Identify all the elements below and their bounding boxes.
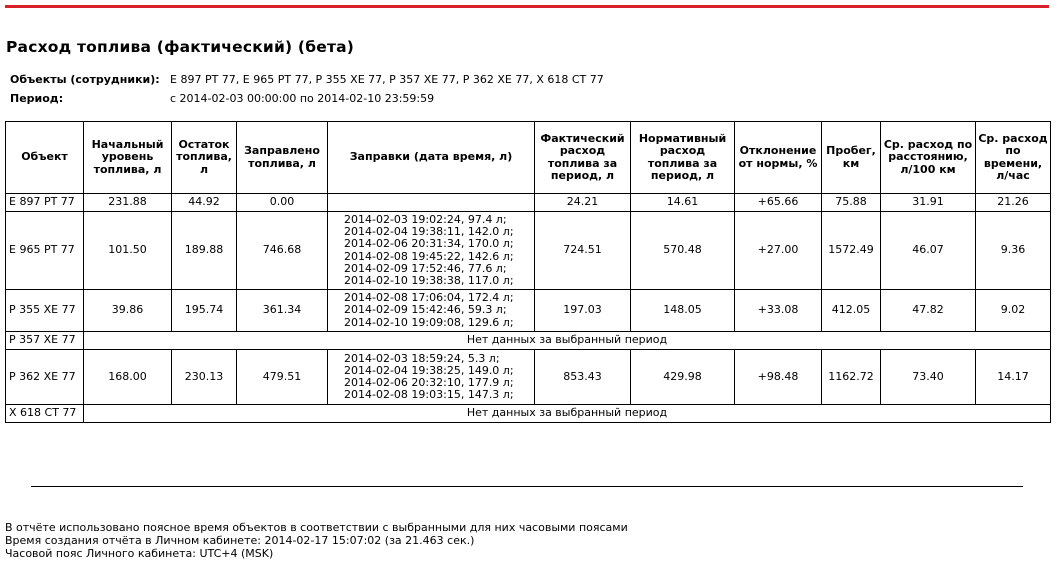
refuels-cell	[328, 350, 535, 405]
footer-cabinet-timezone: Часовой пояс Личного кабинета: UTC+4 (MSK)	[5, 547, 274, 560]
refuel-entry: 2014-02-08 17:06:04, 172.4 л;	[344, 291, 514, 305]
column-header: Начальный уровень топлива, л	[84, 122, 172, 194]
actual-consumption-cell: 197.03	[535, 290, 631, 332]
refuel-entry: 2014-02-08 19:03:15, 147.3 л;	[344, 388, 514, 402]
table-row	[6, 332, 1051, 350]
avg-distance-cell: 46.07	[881, 212, 976, 290]
norm-consumption-cell: 14.61	[631, 194, 735, 212]
avg-distance-cell: 47.82	[881, 290, 976, 332]
rest-fuel-cell: 189.88	[172, 212, 237, 290]
column-header: Ср. расход по расстоянию, л/100 км	[881, 122, 976, 194]
objects-value: Е 897 РТ 77, Е 965 РТ 77, Р 355 ХЕ 77, Р 357 ХЕ 77, Р 362 ХЕ 77, Х 618 СТ 77	[170, 73, 604, 86]
refuel-entry: 2014-02-09 15:42:46, 59.3 л;	[344, 303, 507, 317]
refuel-entry: 2014-02-03 18:59:24, 5.3 л;	[344, 351, 500, 365]
object-cell: Е 965 РТ 77	[6, 212, 84, 290]
rest-fuel-cell: 195.74	[172, 290, 237, 332]
table-row	[6, 350, 1051, 405]
deviation-cell: +65.66	[735, 194, 822, 212]
footer-divider	[31, 486, 1023, 487]
rest-fuel-cell: 230.13	[172, 350, 237, 405]
actual-consumption-cell: 853.43	[535, 350, 631, 405]
refilled-cell: 746.68	[237, 212, 328, 290]
table-row	[6, 194, 1051, 212]
refuels-cell	[328, 290, 535, 332]
object-cell: Р 355 ХЕ 77	[6, 290, 84, 332]
column-header: Объект	[6, 122, 84, 194]
mileage-cell: 1162.72	[822, 350, 881, 405]
avg-distance-cell: 31.91	[881, 194, 976, 212]
avg-time-cell: 14.17	[976, 350, 1051, 405]
table-body	[6, 194, 1051, 423]
deviation-cell: +27.00	[735, 212, 822, 290]
objects-row	[10, 73, 604, 86]
column-header: Пробег, км	[822, 122, 881, 194]
refuel-entry: 2014-02-09 17:52:46, 77.6 л;	[344, 261, 507, 275]
object-cell: Х 618 СТ 77	[6, 405, 84, 423]
refuel-entry: 2014-02-04 19:38:11, 142.0 л;	[344, 225, 514, 239]
no-data-cell: Нет данных за выбранный период	[84, 332, 1051, 350]
start-level-cell: 101.50	[84, 212, 172, 290]
page-title: Расход топлива (фактический) (бета)	[6, 38, 355, 56]
column-header: Нормативный расход топлива за период, л	[631, 122, 735, 194]
norm-consumption-cell: 429.98	[631, 350, 735, 405]
column-header: Фактический расход топлива за период, л	[535, 122, 631, 194]
period-label: Период:	[10, 92, 64, 105]
objects-label: Объекты (сотрудники):	[10, 73, 160, 86]
refuel-entry: 2014-02-10 19:09:08, 129.6 л;	[344, 315, 514, 329]
refuel-entry: 2014-02-10 19:38:38, 117.0 л;	[344, 273, 514, 287]
refuel-entry: 2014-02-06 20:32:10, 177.9 л;	[344, 376, 514, 389]
footer-timezone-note: В отчёте использовано поясное время объектов в соответствии с выбранными для них часовыми поясами	[5, 521, 628, 534]
object-cell: Е 897 РТ 77	[6, 194, 84, 212]
column-header: Отклонение от нормы, %	[735, 122, 822, 194]
header-row	[6, 122, 1051, 194]
start-level-cell: 168.00	[84, 350, 172, 405]
top-accent-bar	[5, 5, 1049, 8]
refuel-entry: 2014-02-08 19:45:22, 142.6 л;	[344, 249, 514, 263]
period-row	[10, 92, 434, 105]
table-row	[6, 405, 1051, 423]
start-level-cell: 231.88	[84, 194, 172, 212]
refilled-cell: 0.00	[237, 194, 328, 212]
refilled-cell: 479.51	[237, 350, 328, 405]
norm-consumption-cell: 570.48	[631, 212, 735, 290]
deviation-cell: +98.48	[735, 350, 822, 405]
fuel-report-table	[5, 121, 1051, 423]
column-header: Заправлено топлива, л	[237, 122, 328, 194]
period-value: с 2014-02-03 00:00:00 по 2014-02-10 23:59:59	[170, 92, 435, 105]
column-header: Ср. расход по времени, л/час	[976, 122, 1051, 194]
actual-consumption-cell: 24.21	[535, 194, 631, 212]
table-row	[6, 212, 1051, 290]
deviation-cell: +33.08	[735, 290, 822, 332]
no-data-cell: Нет данных за выбранный период	[84, 405, 1051, 423]
refuel-entry: 2014-02-06 20:31:34, 170.0 л;	[344, 237, 514, 251]
object-cell: Р 362 ХЕ 77	[6, 350, 84, 405]
table-row	[6, 290, 1051, 332]
actual-consumption-cell: 724.51	[535, 212, 631, 290]
avg-time-cell: 21.26	[976, 194, 1051, 212]
rest-fuel-cell: 44.92	[172, 194, 237, 212]
refuels-cell	[328, 212, 535, 290]
start-level-cell: 39.86	[84, 290, 172, 332]
footer-created-time: Время создания отчёта в Личном кабинете: 2014-02-17 15:07:02 (за 21.463 сек.)	[5, 534, 475, 547]
refuel-entry: 2014-02-04 19:38:25, 149.0 л;	[344, 363, 514, 377]
avg-time-cell: 9.02	[976, 290, 1051, 332]
mileage-cell: 75.88	[822, 194, 881, 212]
table-header	[6, 122, 1051, 194]
column-header: Остаток топлива, л	[172, 122, 237, 194]
refuels-cell	[328, 194, 535, 212]
refilled-cell: 361.34	[237, 290, 328, 332]
column-header: Заправки (дата время, л)	[328, 122, 535, 194]
avg-distance-cell: 73.40	[881, 350, 976, 405]
norm-consumption-cell: 148.05	[631, 290, 735, 332]
mileage-cell: 1572.49	[822, 212, 881, 290]
refuel-entry: 2014-02-03 19:02:24, 97.4 л;	[344, 212, 507, 226]
avg-time-cell: 9.36	[976, 212, 1051, 290]
object-cell: Р 357 ХЕ 77	[6, 332, 84, 350]
mileage-cell: 412.05	[822, 290, 881, 332]
